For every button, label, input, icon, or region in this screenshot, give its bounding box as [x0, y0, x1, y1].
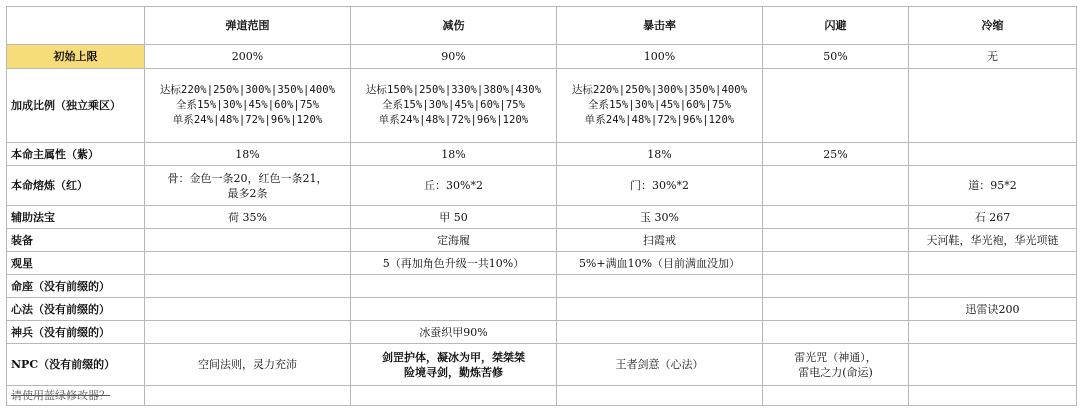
- row-ratio: [7, 69, 1077, 143]
- cell: [763, 206, 909, 229]
- cell: [909, 275, 1077, 298]
- row-label-equip: 装备: [7, 229, 145, 252]
- row-method: [7, 298, 1077, 321]
- row-label-npc: NPC（没有前缀的）: [7, 344, 145, 386]
- row-red: [7, 166, 1077, 206]
- cell: 18%: [145, 143, 351, 166]
- header-row: [7, 7, 1077, 45]
- cell: [351, 275, 557, 298]
- cell: [557, 298, 763, 321]
- cell: 甲 50: [351, 206, 557, 229]
- row-star: [7, 252, 1077, 275]
- cell: [145, 229, 351, 252]
- cell: 18%: [351, 143, 557, 166]
- row-purple: [7, 143, 1077, 166]
- cell: 50%: [763, 45, 909, 69]
- row-label-seat: 命座（没有前缀的）: [7, 275, 145, 298]
- cell: 达标150%|250%|330%|380%|430% 全系15%|30%|45%|60%|75% 单系24%|48%|72%|96%|120%: [351, 69, 557, 143]
- cell: 达标220%|250%|300%|350%|400% 全系15%|30%|45%|60%|75% 单系24%|48%|72%|96%|120%: [145, 69, 351, 143]
- row-label-ratio: 加成比例（独立乘区）: [7, 69, 145, 143]
- cell: 丘：30%*2: [351, 166, 557, 206]
- cell: 5（再加角色升级一共10%）: [351, 252, 557, 275]
- cell: 骨：金色一条20，红色一条21， 最多2条: [145, 166, 351, 206]
- cell: [909, 69, 1077, 143]
- cell: [909, 252, 1077, 275]
- cell: [763, 252, 909, 275]
- cell: 剑罡护体，凝冰为甲，桀桀桀 险境寻剑，勤炼苦修: [351, 344, 557, 386]
- cell: [557, 386, 763, 406]
- row-limit: [7, 45, 1077, 69]
- cell: [763, 386, 909, 406]
- cell: [763, 69, 909, 143]
- row-label-red: 本命熔炼（红）: [7, 166, 145, 206]
- cell: 无: [909, 45, 1077, 69]
- stats-table: [6, 6, 1077, 406]
- row-label-note: [7, 386, 145, 406]
- row-npc: [7, 344, 1077, 386]
- cell: 空间法则，灵力充沛: [145, 344, 351, 386]
- cell: 王者剑意（心法）: [557, 344, 763, 386]
- cell: 天河鞋，华光袍，华光项链: [909, 229, 1077, 252]
- col-header-damage-reduction: 减伤: [351, 7, 557, 45]
- cell: [557, 321, 763, 344]
- cell: 5%+满血10%（目前满血没加）: [557, 252, 763, 275]
- cell: [145, 386, 351, 406]
- row-label-method: 心法（没有前缀的）: [7, 298, 145, 321]
- cell: 迅雷诀200: [909, 298, 1077, 321]
- row-label-limit: 初始上限: [7, 45, 145, 69]
- cell: 玉 30%: [557, 206, 763, 229]
- cell: 18%: [557, 143, 763, 166]
- cell: [763, 166, 909, 206]
- cell: 100%: [557, 45, 763, 69]
- cell: 90%: [351, 45, 557, 69]
- cell: [763, 275, 909, 298]
- row-note: [7, 386, 1077, 406]
- cell: [909, 321, 1077, 344]
- cell: [763, 229, 909, 252]
- row-weapon: [7, 321, 1077, 344]
- cell: [763, 298, 909, 321]
- col-header-range: 弹道范围: [145, 7, 351, 45]
- cell: [145, 275, 351, 298]
- cell: [909, 386, 1077, 406]
- row-seat: [7, 275, 1077, 298]
- cell: 道：95*2: [909, 166, 1077, 206]
- cell: [909, 143, 1077, 166]
- row-equip: [7, 229, 1077, 252]
- cell: 石 267: [909, 206, 1077, 229]
- cell: [145, 252, 351, 275]
- cell: [145, 298, 351, 321]
- cell: 达标220%|250%|300%|350%|400% 全系15%|30%|45%|60%|75% 单系24%|48%|72%|96%|120%: [557, 69, 763, 143]
- cell: 冰蚕织甲90%: [351, 321, 557, 344]
- cell: [909, 344, 1077, 386]
- cell: 25%: [763, 143, 909, 166]
- row-label-treasure: 辅助法宝: [7, 206, 145, 229]
- corner-cell: [7, 7, 145, 45]
- cell: 200%: [145, 45, 351, 69]
- cell: [351, 298, 557, 321]
- cell: 扫霞戒: [557, 229, 763, 252]
- cell: [351, 386, 557, 406]
- cell: 门：30%*2: [557, 166, 763, 206]
- row-label-weapon: 神兵（没有前缀的）: [7, 321, 145, 344]
- cell: 荷 35%: [145, 206, 351, 229]
- cell: [145, 321, 351, 344]
- cell: 定海履: [351, 229, 557, 252]
- row-label-purple: 本命主属性（紫）: [7, 143, 145, 166]
- cell: [557, 275, 763, 298]
- col-header-dodge: 闪避: [763, 7, 909, 45]
- col-header-crit-rate: 暴击率: [557, 7, 763, 45]
- cell: 雷光咒（神通）， 雷电之力(命运): [763, 344, 909, 386]
- row-label-star: 观星: [7, 252, 145, 275]
- note-text: 请使用蓝绿修改器？: [11, 389, 110, 402]
- col-header-cooldown: 冷缩: [909, 7, 1077, 45]
- cell: [763, 321, 909, 344]
- row-treasure: [7, 206, 1077, 229]
